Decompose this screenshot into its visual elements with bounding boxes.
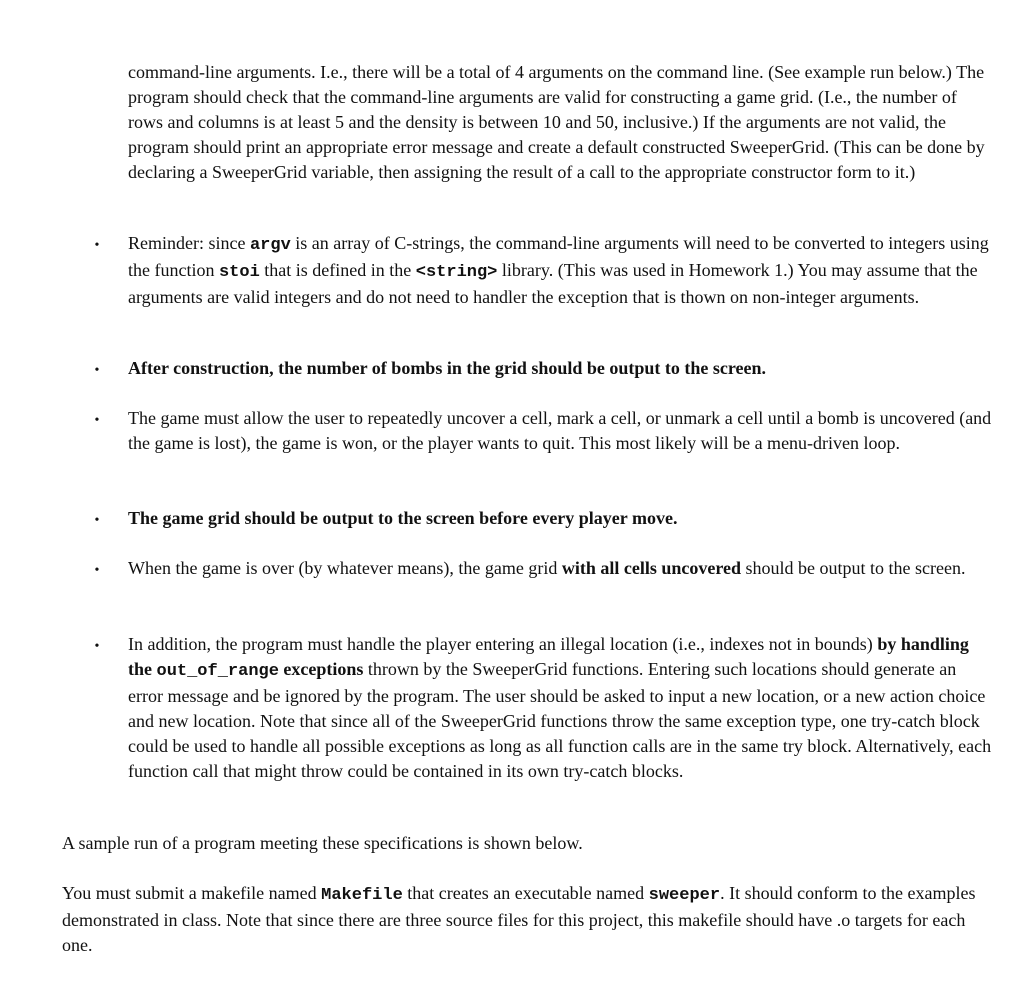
bullet-loop: The game must allow the user to repeatedly uncover a cell, mark a cell, or unmark a cell until a bomb is uncovered (and the game is lost), the game is won, or the player wants to quit. This most likely will be a menu-driven loop. <box>128 408 992 453</box>
game-over-bold: with all cells uncovered <box>561 558 741 578</box>
makefile-text-3: . It should conform to the examples demonstrated in class. Note that since there are three source files for this project, this makefile should have .o targets for each one. <box>62 883 976 955</box>
bullet-grid-output: The game grid should be output to the screen before every player move. <box>128 508 678 528</box>
makefile-text-1: You must submit a makefile named <box>62 883 322 903</box>
reminder-text-1: Reminder: since <box>128 233 250 253</box>
bullet-marker: • <box>94 238 100 253</box>
exceptions-bold-2: exceptions <box>278 659 364 679</box>
out-of-range-code: out_of_range <box>156 662 279 681</box>
bullet-game-over <box>128 556 994 581</box>
bullet-marker: • <box>94 563 100 578</box>
bullet-reminder <box>128 231 994 310</box>
bullet-bombs: After construction, the number of bombs in the grid should be output to the screen. <box>128 358 767 378</box>
exceptions-bold-1: by handling the <box>128 634 969 679</box>
makefile-paragraph <box>62 881 992 958</box>
reminder-text-4: library. (This was used in Homework 1.) You may assume that the arguments are valid integers and do not need to handler the exception that is thown on non-integer arguments. <box>128 260 978 307</box>
bullet-marker: • <box>94 363 100 378</box>
game-over-text-2: should be output to the screen. <box>741 558 966 578</box>
exceptions-text-2: thrown by the SweeperGrid functions. Entering such locations should generate an error message and be ignored by the program. The user should be asked to input a new location, or a new action choice and new location. Note that since all of the SweeperGrid functions throw the same exception type, one try-catch block could be used to handle all possible exceptions as long as all function calls are in the same try block. Alternatively, each function call that might throw could be contained in its own try-catch blocks. <box>128 659 992 781</box>
sweeper-code: sweeper <box>648 886 721 905</box>
bullet-marker: • <box>94 413 100 428</box>
game-over-text-1: When the game is over (by whatever means), the game grid <box>128 558 562 578</box>
string-library-code: <string> <box>415 263 498 282</box>
intro-paragraph: command-line arguments. I.e., there will be a total of 4 arguments on the command line. (See example run below.) The program should check that the command-line arguments are valid for constructing a game grid. (I.e., the number of rows and columns is at least 5 and the density is between 10 and 50, inclusive.) If the arguments are not valid, the program should print an appropriate error message and create a default constructed SweeperGrid. (This can be done by declaring a SweeperGrid variable, then assigning the result of a call to the appropriate constructor form to it.) <box>128 62 985 182</box>
reminder-text-2: is an array of C-strings, the command-line arguments will need to be converted to integers using the function <box>128 233 989 280</box>
exceptions-text-1: In addition, the program must handle the player entering an illegal location (i.e., indexes not in bounds) <box>128 634 878 654</box>
makefile-text-2: that creates an executable named <box>402 883 649 903</box>
stoi-code: stoi <box>218 263 260 282</box>
bullet-exceptions <box>128 632 994 784</box>
bullet-marker: • <box>94 639 100 654</box>
reminder-text-3: that is defined in the <box>259 260 416 280</box>
makefile-name-code: Makefile <box>321 886 403 905</box>
argv-code: argv <box>249 236 291 255</box>
sample-run-paragraph: A sample run of a program meeting these specifications is shown below. <box>62 833 583 853</box>
bullet-marker: • <box>94 513 100 528</box>
